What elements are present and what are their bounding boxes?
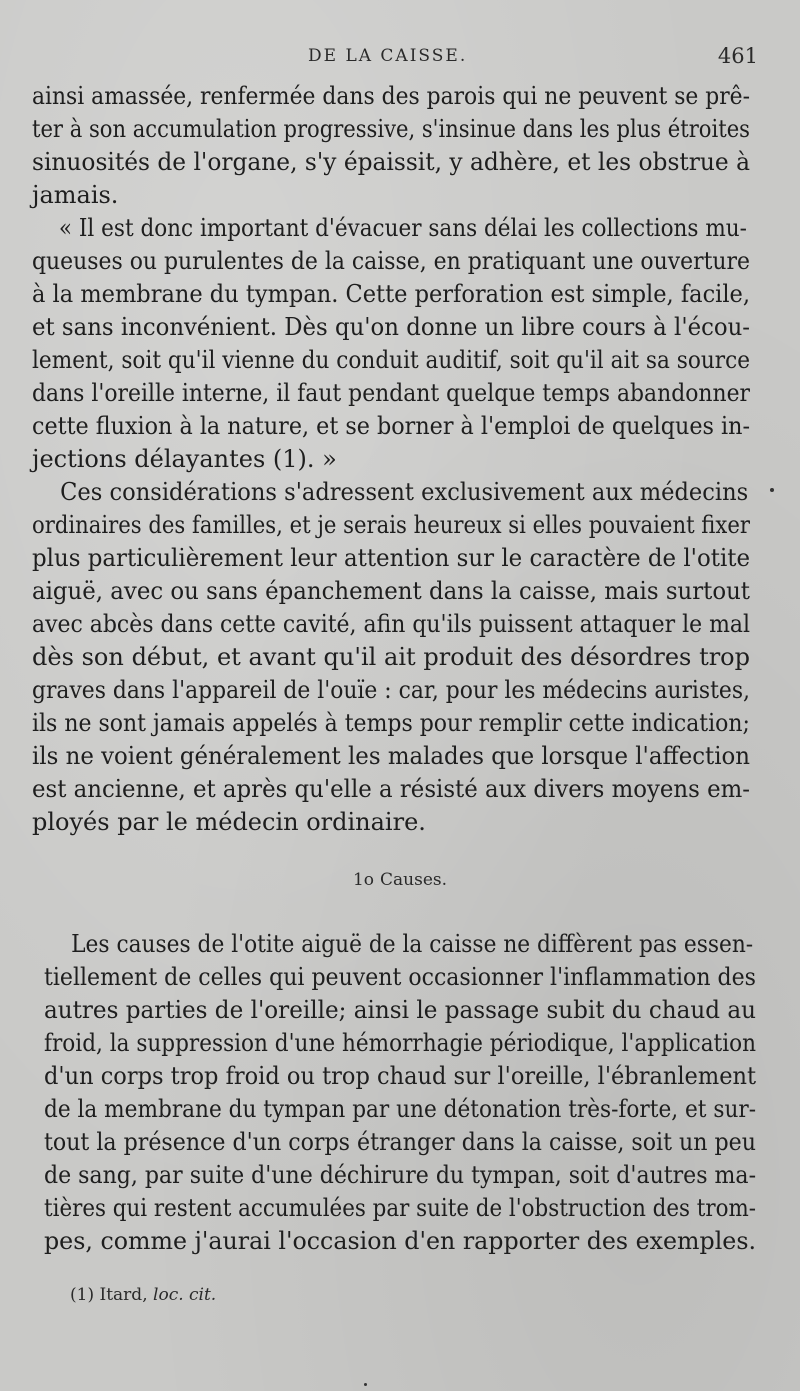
- text-line: d'un corps trop froid ou trop chaud sur l'oreille, l'ébranlement: [44, 1062, 757, 1090]
- footnote-reference: loc. cit.: [153, 1285, 217, 1305]
- text-line: tout la présence d'un corps étranger dans la caisse, soit un peu: [44, 1128, 756, 1156]
- footnote: [70, 1285, 216, 1305]
- text-line: à la membrane du tympan. Cette perforation est simple, facile,: [32, 280, 751, 308]
- text-line: sinuosités de l'organe, s'y épaissit, y adhère, et les obstrue à: [32, 148, 750, 176]
- text-line: lement, soit qu'il vienne du conduit auditif, soit qu'il ait sa source: [32, 346, 751, 374]
- text-line: de sang, par suite d'une déchirure du tympan, soit d'autres ma-: [44, 1161, 757, 1189]
- running-title: DE LA CAISSE.: [308, 46, 468, 66]
- text-line: jamais.: [32, 181, 119, 209]
- text-line: plus particulièrement leur attention sur le caractère de l'otite: [32, 544, 751, 572]
- text-line: ainsi amassée, renfermée dans des parois qui ne peuvent se prê-: [32, 82, 750, 110]
- text-line: tiellement de celles qui peuvent occasionner l'inflammation des: [44, 963, 756, 991]
- section-number: 1o: [352, 870, 375, 890]
- text-line: est ancienne, et après qu'elle a résisté aux divers moyens em-: [32, 775, 750, 803]
- text-line: queuses ou purulentes de la caisse, en pratiquant une ouverture: [32, 247, 750, 275]
- text-line: graves dans l'appareil de l'ouïe : car, pour les médecins auristes,: [32, 676, 750, 704]
- section-text: [44, 928, 756, 1258]
- text-line: jections délayantes (1). »: [32, 445, 337, 473]
- text-line: « Il est donc important d'évacuer sans délai les collections mu-: [58, 214, 747, 242]
- text-line: ter à son accumulation progressive, s'insinue dans les plus étroites: [32, 115, 750, 143]
- running-header: [0, 46, 800, 76]
- text-line: et sans inconvénient. Dès qu'on donne un libre cours à l'écou-: [32, 313, 750, 341]
- text-line: dès son début, et avant qu'il ait produit des désordres trop: [32, 643, 750, 671]
- text-line: ils ne sont jamais appelés à temps pour remplir cette indication;: [32, 709, 750, 737]
- ink-speck: [770, 488, 774, 492]
- footnote-marker: (1): [70, 1285, 95, 1305]
- text-line: de la membrane du tympan par une détonation très-forte, et sur-: [44, 1095, 757, 1123]
- text-line: froid, la suppression d'une hémorrhagie périodique, l'application: [44, 1029, 757, 1057]
- text-line: cette fluxion à la nature, et se borner à l'emploi de quelques in-: [32, 412, 751, 440]
- text-line: dans l'oreille interne, il faut pendant quelque temps abandonner: [32, 379, 751, 407]
- text-line: aiguë, avec ou sans épanchement dans la caisse, mais surtout: [32, 577, 750, 605]
- text-line: pes, comme j'aurai l'occasion d'en rapporter des exemples.: [44, 1227, 757, 1255]
- text-line: avec abcès dans cette cavité, afin qu'ils puissent attaquer le mal: [32, 610, 751, 638]
- text-line: ordinaires des familles, et je serais heureux si elles pouvaient fixer: [32, 511, 750, 539]
- footnote-author: Itard,: [99, 1285, 148, 1305]
- text-line: ployés par le médecin ordinaire.: [32, 808, 426, 836]
- section-title: Causes.: [380, 870, 448, 890]
- main-text: [32, 80, 750, 839]
- section-heading: [0, 870, 800, 890]
- page-number: 461: [717, 44, 758, 68]
- text-line: Ces considérations s'adressent exclusivement aux médecins: [60, 478, 749, 506]
- ink-speck: [364, 1383, 367, 1386]
- text-line: autres parties de l'oreille; ainsi le passage subit du chaud au: [44, 996, 757, 1024]
- text-line: ils ne voient généralement les malades que lorsque l'affection: [32, 742, 751, 770]
- text-line: Les causes de l'otite aiguë de la caisse ne diffèrent pas essen-: [71, 930, 754, 958]
- text-line: tières qui restent accumulées par suite de l'obstruction des trom-: [44, 1194, 757, 1222]
